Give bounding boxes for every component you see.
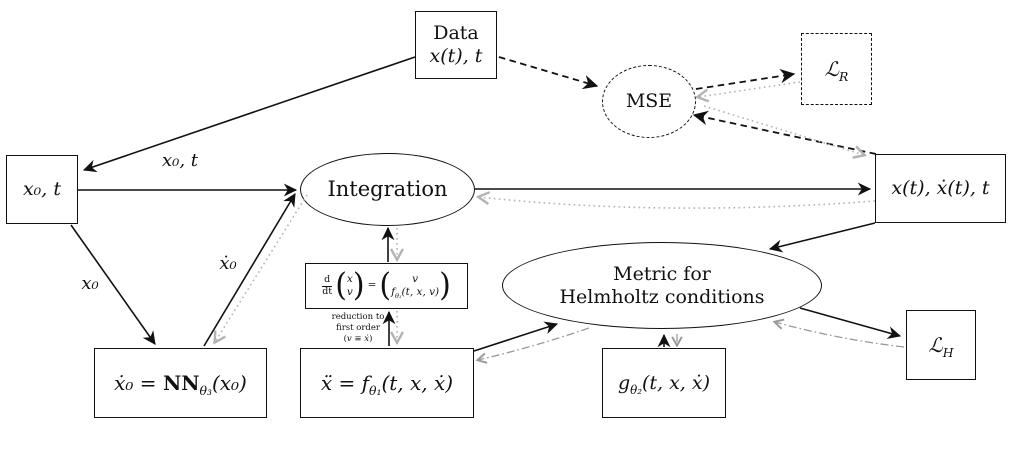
grad-metric-to-f <box>478 328 589 360</box>
nn-velocity-label: ẋ₀ = $NN_{\theta_3}(x_0)$ <box>114 371 247 398</box>
nn-velocity-box <box>94 348 267 418</box>
vector1-top: x <box>346 273 353 286</box>
reduction-note-line3: (v ≡ ẋ) <box>343 334 373 345</box>
vector2-bottom: $f_{\theta_1}(t$, x, v) <box>391 286 440 301</box>
reduction-note <box>305 312 411 345</box>
metric-ellipse <box>502 242 822 329</box>
fraction-denominator: dt <box>322 285 333 297</box>
state-vector <box>335 266 365 304</box>
grad-state-to-integration <box>479 197 875 208</box>
data-box <box>415 11 497 79</box>
grad-lossh-to-metric <box>775 322 904 347</box>
left-paren: ( <box>335 266 347 304</box>
reconstruction-loss-label: ℒ$_R$ <box>824 57 849 84</box>
initial-state-box <box>6 155 78 224</box>
equals-sign: = <box>367 279 377 292</box>
reconstruction-loss-box <box>801 33 872 105</box>
metric-function-box <box>602 348 726 418</box>
fraction-numerator: d <box>324 273 331 285</box>
edge-label-x0t: x₀, t <box>161 150 199 171</box>
arrow-f-to-metric <box>474 324 557 351</box>
integration-label: Integration <box>327 176 448 201</box>
helmholtz-loss-box <box>906 310 976 380</box>
right-paren: ) <box>439 266 451 304</box>
edge-label-x0: x₀ <box>81 273 99 294</box>
arrow-data-to-mse <box>499 57 597 86</box>
arrow-metric-to-lossh <box>800 308 900 336</box>
reduction-note-line2: first order <box>336 323 380 334</box>
left-paren: ( <box>379 266 392 304</box>
state-box <box>875 154 1006 223</box>
arrow-state-to-metric <box>770 223 875 249</box>
reduction-note-line1: reduction to <box>331 312 385 322</box>
vector2-top: v <box>412 273 419 286</box>
initial-state-label: x₀, t <box>22 178 62 201</box>
metric-label-line1: Metric for <box>613 262 711 285</box>
first-order-ode-equation <box>322 266 451 304</box>
arrow-data-to-x0t <box>84 57 415 170</box>
mse-ellipse <box>602 65 696 138</box>
arrow-mse-to-lossr <box>696 74 794 89</box>
right-paren: ) <box>352 266 365 304</box>
edge-label-x0dot: ẋ₀ <box>219 253 237 274</box>
integration-ellipse <box>300 153 475 226</box>
metric-label-line2: Helmholtz conditions <box>559 285 765 308</box>
rhs-vector <box>379 266 451 304</box>
arrow-state-to-mse <box>694 115 876 154</box>
first-order-ode-box <box>305 263 468 309</box>
ode-function-label: ẍ = $f_{\theta_1}(t$, x, ẋ) <box>320 371 454 398</box>
metric-function-label: $g_{\theta_2}(t$, x, ẋ) <box>617 371 711 397</box>
grad-mse-to-state <box>704 106 864 155</box>
state-label: x(t), ẋ(t), t <box>891 177 990 200</box>
ode-function-box <box>300 348 474 418</box>
data-box-title: Data <box>433 22 479 45</box>
vector1-bottom: v <box>346 286 353 298</box>
grad-lossr-to-mse <box>698 82 800 97</box>
mse-label: MSE <box>625 90 673 113</box>
helmholtz-loss-label: ℒ$_H$ <box>928 333 954 360</box>
data-box-value: x(t), t <box>429 45 483 67</box>
ddt-fraction <box>322 275 332 298</box>
